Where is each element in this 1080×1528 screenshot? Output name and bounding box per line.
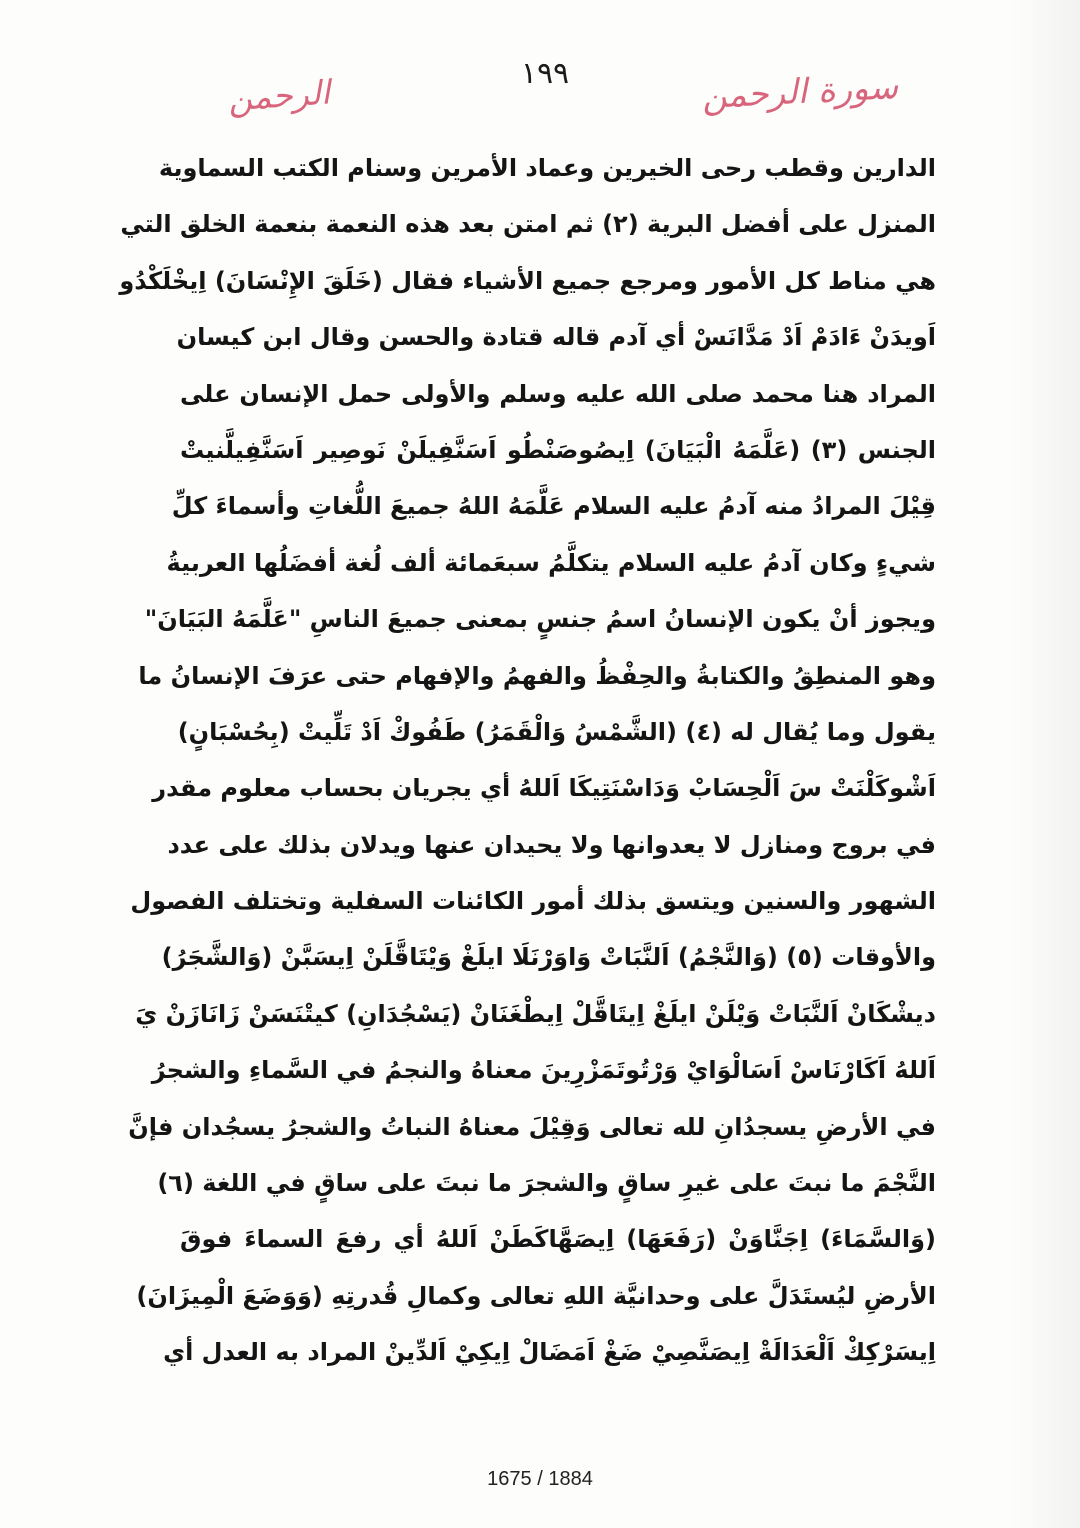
text-line: المنزل على أفضل البرية (٢) ثم امتن بعد هذه النعمة بنعمة الخلق التي: [120, 210, 936, 239]
text-line: الأرضِ ليُستَدَلَّ على وحدانيَّة اللهِ تعالى وكمالِ قُدرتِهِ (وَوَضَعَ الْمِيزَانَ): [136, 1281, 936, 1310]
text-line: وهو المنطِقُ والكتابةُ والحِفْظُ والفهمُ والإفهام حتى عرَفَ الإنسانُ ما: [138, 661, 936, 690]
text-line: الجنس (٣) (عَلَّمَهُ الْبَيَانَ) اِيصُوصَنْطُو اَسَنَّفِيلَنْ نَوصِير اَسَنَّفِيلَّنيتْ: [180, 435, 937, 464]
text-line: اِيسَرْكِكْ اَلْعَدَالَةْ اِيصَنَّصِيْ ضَغْ اَمَضَالْ اِيكِيْ اَلدِّينْ المراد به العدل أي: [163, 1338, 936, 1367]
text-line: الدارين وقطب رحى الخيرين وعماد الأمرين وسنام الكتب السماوية: [158, 154, 936, 182]
text-line: ويجوز أنْ يكون الإنسانُ اسمُ جنسٍ بمعنى جميعَ الناسِ "عَلَّمَهُ البَيَانَ": [144, 605, 936, 634]
text-line: والأوقات (٥) (وَالنَّجْمُ) اَلنَّبَاتْ وَاوَرْنَلَا ايلَغْ وَيْتَاقَّلَنْ اِيسَبَّنْ (وَالشَّجَرُ): [161, 943, 936, 972]
text-line: هي مناط كل الأمور ومرجع جميع الأشياء فقال (خَلَقَ الإِنْسَانَ) اِيخْلَكْدُو: [119, 266, 936, 295]
text-line: اَويدَنْ ءَادَمْ اَدْ مَدَّانَسْ أي آدم قاله قتادة والحسن وقال ابن كيسان: [176, 323, 936, 352]
text-line: في الأرضِ يسجدُانِ لله تعالى وَقِيْلَ معناهُ النباتُ والشجرُ يسجُدان فإنَّ: [128, 1112, 936, 1141]
text-line: (وَالسَّمَاءَ) اِجَنَّاوَنْ (رَفَعَهَا) اِيصَهَّاكَطَنْ اَللهُ أي رفعَ السماءَ فوقَ: [180, 1225, 936, 1254]
handwritten-annotation-right: سورة الرحمن: [700, 66, 900, 118]
text-line: اَللهُ اَكَارْنَاسْ اَسَالْوَايْ وَرْتُوتَمَزْرِينَ معناهُ والنجمُ في السَّماءِ والشجرُ: [151, 1056, 936, 1085]
page-number: ١٩٩: [520, 56, 570, 91]
text-line: قِيْلَ المرادُ منه آدمُ عليه السلام عَلَّمَهُ اللهُ جميعَ اللُّغاتِ وأسماءَ كلِّ: [171, 492, 936, 521]
text-line: اَشْوكَلْنَتْ سَ اَلْحِسَابْ وَدَاسْنَتِيكَا اَللهُ أي يجريان بحساب معلوم مقدر: [152, 774, 936, 803]
text-line: ديشْكَانْ اَلنَّبَاتْ وَيْلَنْ ايلَغْ اِيتَاقَّلْ اِيطْغَنَانْ (يَسْجُدَانِ) كيتْنَسَنْ زَانَازَنْ يَ: [135, 999, 936, 1028]
body-text: [119, 140, 937, 1381]
text-line: المراد هنا محمد صلى الله عليه وسلم والأولى حمل الإنسان على: [180, 379, 936, 408]
text-line: النَّجْمَ ما نبتَ على غيرِ ساقٍ والشجرَ ما نبتَ على ساقٍ في اللغة (٦): [157, 1169, 936, 1198]
text-line: يقول وما يُقال له (٤) (الشَّمْسُ وَالْقَمَرُ) طَفُوكْ اَدْ تَلِّيتْ (بِحُسْبَانٍ): [177, 717, 936, 746]
pagination-indicator: 1675 / 1884: [487, 1468, 593, 1490]
text-line: في بروج ومنازل لا يعدوانها ولا يحيدان عنها ويدلان بذلك على عدد: [167, 830, 936, 859]
handwritten-annotation-left: الرحمن: [226, 72, 332, 119]
text-line: الشهور والسنين ويتسق بذلك أمور الكائنات السفلية وتختلف الفصول: [130, 887, 936, 916]
page-shadow-edge: [1010, 0, 1080, 1528]
text-line: شيءٍ وكان آدمُ عليه السلام يتكلَّمُ سبعَمائة ألف لُغة أفضَلُها العربيةُ: [166, 548, 936, 577]
